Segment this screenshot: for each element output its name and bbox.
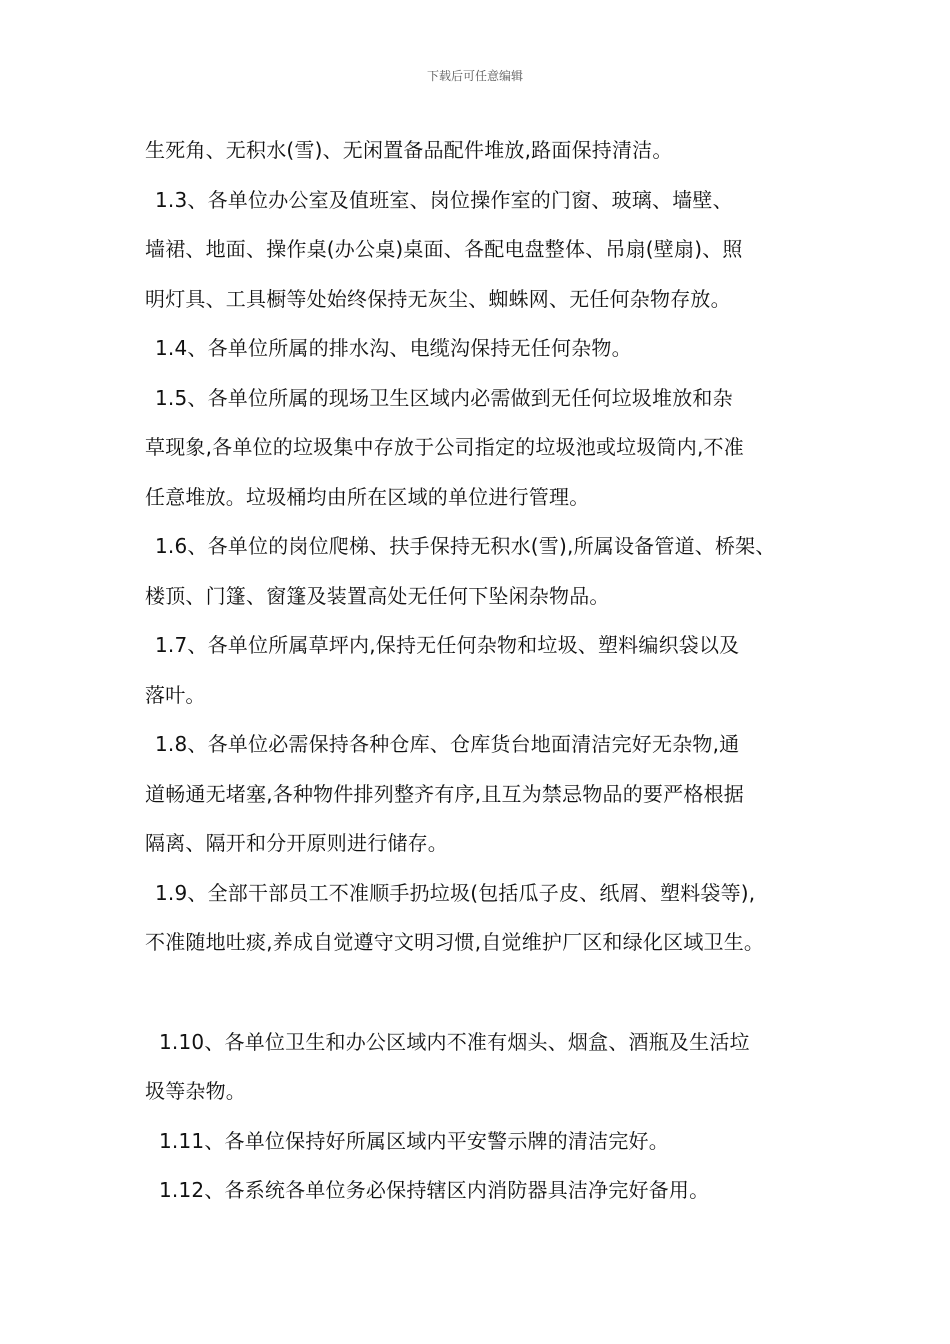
paragraph-1-8-line-1: 1.8、各单位必需保持各种仓库、仓库货台地面清洁完好无杂物,通 — [155, 732, 740, 756]
paragraph-1-3-line-2: 墙裙、地面、操作桌(办公桌)桌面、各配电盘整体、吊扇(壁扇)、照 — [145, 237, 743, 261]
paragraph-1-5-line-3: 任意堆放。垃圾桶均由所在区域的单位进行管理。 — [145, 484, 590, 509]
paragraph-1-3-line-3: 明灯具、工具橱等处始终保持无灰尘、蜘蛛网、无任何杂物存放。 — [145, 286, 731, 311]
paragraph-1-9-line-2: 不准随地吐痰,养成自觉遵守文明习惯,自觉维护厂区和绿化区域卫生。 — [145, 930, 765, 954]
paragraph-1-6-line-2: 楼顶、门篷、窗篷及装置高处无任何下坠闲杂物品。 — [145, 583, 610, 608]
paragraph-1-8-line-3: 隔离、隔开和分开原则进行储存。 — [145, 831, 448, 855]
paragraph-1-3-line-1: 1.3、各单位办公室及值班室、岗位操作室的门窗、玻璃、墙壁、 — [155, 187, 733, 212]
paragraph-1-8-line-2: 道畅通无堵塞,各种物件排列整齐有序,且互为禁忌物品的要严格根据 — [145, 781, 744, 806]
paragraph-1-11-line-1: 1.11、各单位保持好所属区域内平安警示牌的清洁完好。 — [159, 1128, 669, 1153]
paragraph-1-12-line-1: 1.12、各系统各单位务必保持辖区内消防器具洁净完好备用。 — [159, 1178, 710, 1202]
paragraph-1-7-line-1: 1.7、各单位所属草坪内,保持无任何杂物和垃圾、塑料编织袋以及 — [155, 633, 740, 657]
paragraph-1-9-line-1: 1.9、全部干部员工不准顺手扔垃圾(包括瓜子皮、纸屑、塑料袋等), — [155, 880, 756, 905]
paragraph-1-5-line-1: 1.5、各单位所属的现场卫生区域内必需做到无任何垃圾堆放和杂 — [155, 385, 733, 410]
page-header: 下载后可任意编辑 — [426, 69, 523, 83]
paragraph-1-6-line-1: 1.6、各单位的岗位爬梯、扶手保持无积水(雪),所属设备管道、桥架、 — [155, 534, 776, 558]
paragraph-gap — [145, 968, 815, 1018]
paragraph-1-7-line-2: 落叶。 — [145, 682, 206, 707]
paragraph-1-4-line-1: 1.4、各单位所属的排水沟、电缆沟保持无任何杂物。 — [155, 336, 632, 360]
paragraph-line: 生死角、无积水(雪)、无闲置备品配件堆放,路面保持清洁。 — [145, 138, 673, 162]
paragraph-1-5-line-2: 草现象,各单位的垃圾集中存放于公司指定的垃圾池或垃圾筒内,不准 — [145, 435, 744, 459]
document-body — [145, 126, 815, 1216]
paragraph-1-10-line-1: 1.10、各单位卫生和办公区域内不准有烟头、烟盒、酒瓶及生活垃 — [159, 1029, 750, 1054]
paragraph-1-10-line-2: 圾等杂物。 — [145, 1079, 246, 1103]
